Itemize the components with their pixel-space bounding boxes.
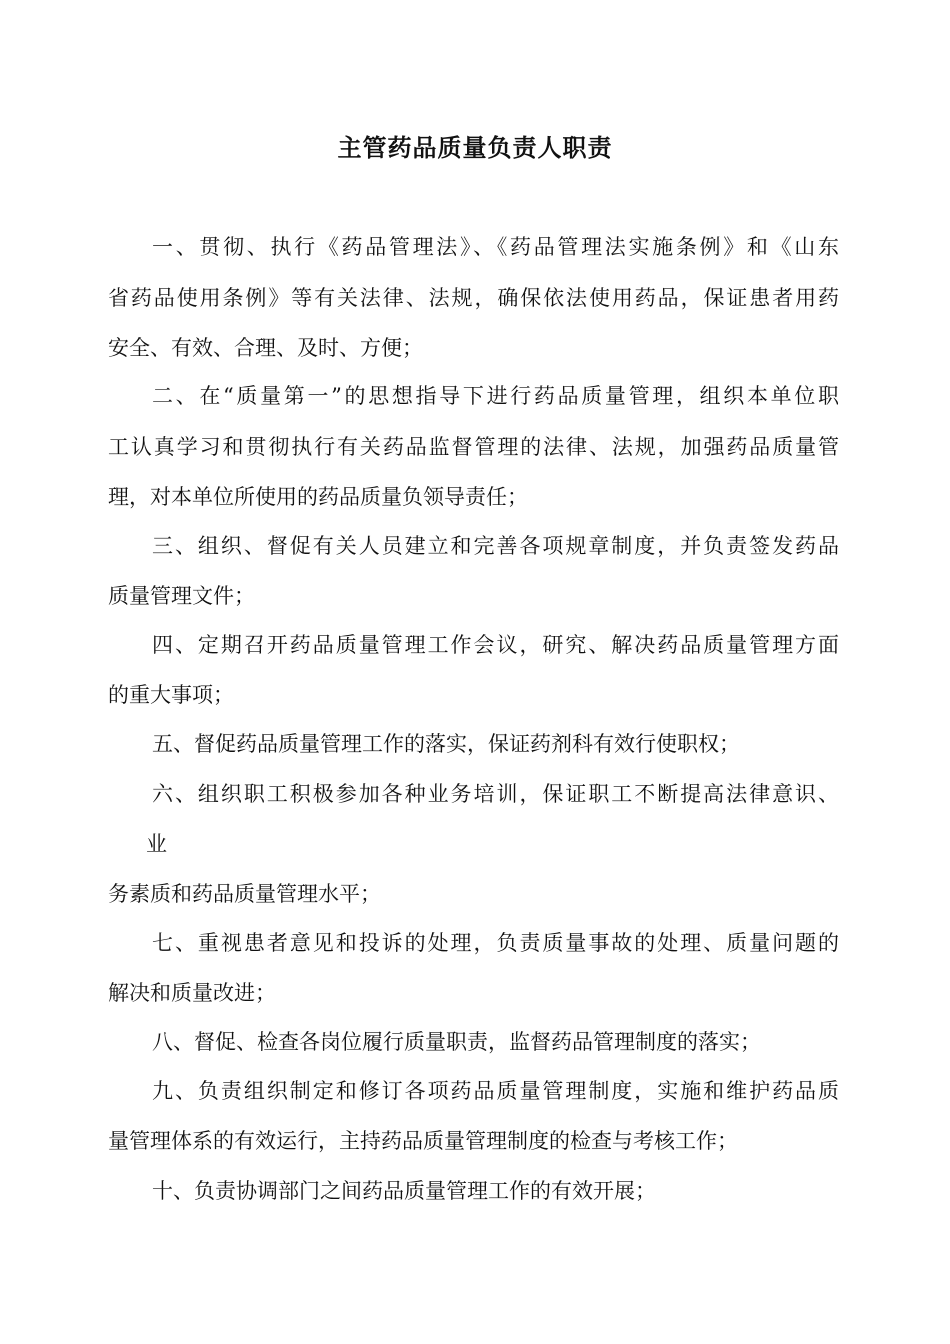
body-line: 二、在“质量第一”的思想指导下进行药品质量管理，组织本单位职 xyxy=(152,384,839,408)
body-line: 省药品使用条例》等有关法律、法规，确保依法使用药品，保证患者用药 xyxy=(108,286,839,310)
body-line: 安全、有效、合理、及时、方便； xyxy=(108,336,423,360)
body-line: 四、定期召开药品质量管理工作会议，研究、解决药品质量管理方面 xyxy=(152,633,839,657)
body-line: 解决和质量改进； xyxy=(108,981,276,1005)
body-line: 量管理体系的有效运行，主持药品质量管理制度的检查与考核工作； xyxy=(108,1129,738,1153)
body-line: 三、组织、督促有关人员建立和完善各项规章制度，并负责签发药品 xyxy=(152,534,839,558)
body-line: 七、重视患者意见和投诉的处理，负责质量事故的处理、质量问题的 xyxy=(152,931,839,955)
body-line: 六、组织职工积极参加各种业务培训，保证职工不断提高法律意识、 xyxy=(152,782,839,806)
body-line: 质量管理文件； xyxy=(108,584,255,608)
body-line: 九、负责组织制定和修订各项药品质量管理制度，实施和维护药品质 xyxy=(152,1079,839,1103)
body-line: 的重大事项； xyxy=(108,683,234,707)
body-line: 工认真学习和贯彻执行有关药品监督管理的法律、法规，加强药品质量管 xyxy=(108,435,839,459)
body-line: 业 xyxy=(146,832,167,856)
body-line: 五、督促药品质量管理工作的落实，保证药剂科有效行使职权； xyxy=(152,732,740,756)
body-line: 理，对本单位所使用的药品质量负领导责任； xyxy=(108,485,528,509)
body-line: 务素质和药品质量管理水平； xyxy=(108,882,381,906)
body-line: 一、贯彻、执行《药品管理法》、《药品管理法实施条例》和《山东 xyxy=(152,235,839,259)
document-title: 主管药品质量负责人职责 xyxy=(337,133,613,162)
body-line: 十、负责协调部门之间药品质量管理工作的有效开展； xyxy=(152,1179,656,1203)
body-line: 八、督促、检查各岗位履行质量职责，监督药品管理制度的落实； xyxy=(152,1030,761,1054)
